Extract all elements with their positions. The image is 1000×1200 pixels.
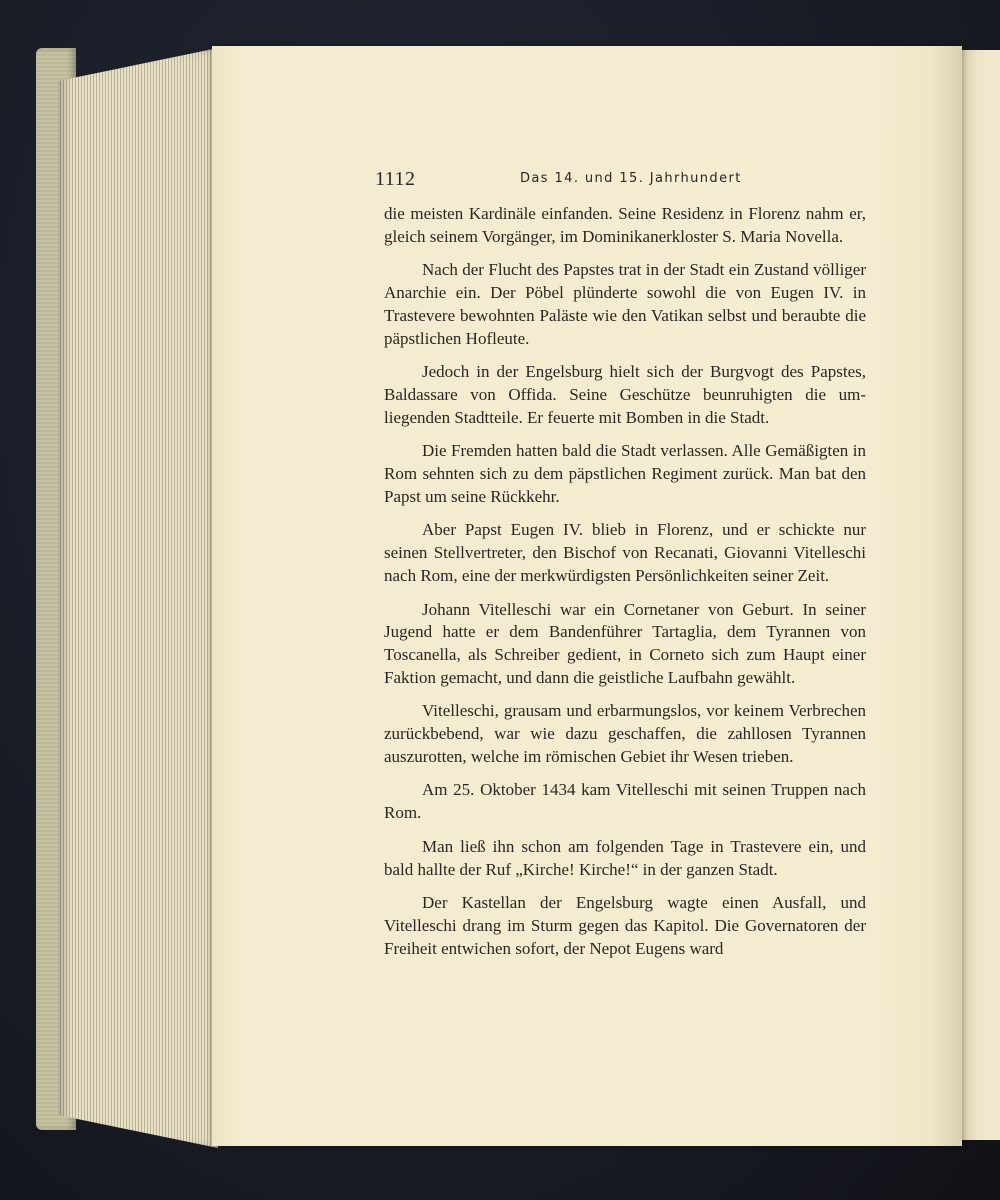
paragraph: Der Kastellan der Engelsburg wagte einen Ausfall, und Vitelleschi drang im Sturm gegen das Kapitol. Die Governatoren der Freiheit entwichen sofort, der Nepot Eugens ward <box>384 893 866 958</box>
page-header <box>375 168 865 192</box>
paragraph: Man ließ ihn schon am folgenden Tage in Trastevere ein, und bald hallte der Ruf „Kirche! Kirche!“ in der ganzen Stadt. <box>384 836 866 879</box>
paragraph: Johann Vitelleschi war ein Cornetaner von Geburt. In seiner Jugend hatte er dem Bandenführer Tartaglia, dem Tyrannen von Toscanella, als Schreiber gedient, in Corneto sich zum Haupt einer Faktion gemacht, und dann die geistliche Laufbahn gewählt. <box>384 599 866 687</box>
paragraph: die meisten Kardinäle einfanden. Seine Residenz in Florenz nahm er, gleich seinem Vorgänger, im Dominikanerkloster S. Maria Novella. <box>384 204 866 246</box>
paragraph: Vitelleschi, grausam und erbarmungslos, vor keinem Verbrechen zurückbebend, war wie dazu geschaffen, die zahllosen Tyrannen auszurotten, welche im römischen Gebiet ihr Wesen trieben. <box>384 701 866 766</box>
running-title: Das 14. und 15. Jahrhundert <box>520 171 742 186</box>
paragraph: Jedoch in der Engelsburg hielt sich der Burgvogt des Papstes, Baldassare von Offida. Seine Geschütze beunruhigten die umliegenden Stadtteile. Er feuerte mit Bomben in die Stadt. <box>384 362 866 427</box>
paragraph: Am 25. Oktober 1434 kam Vitelleschi mit seinen Truppen nach Rom. <box>384 780 866 823</box>
paragraph: Nach der Flucht des Papstes trat in der Stadt ein Zustand völliger Anarchie ein. Der Pöbel plünderte sowohl die von Eugen IV. in Trastevere bewohnten Paläste wie den Vatikan selbst und beraubte die päpstlichen Hofleute. <box>384 260 866 348</box>
facing-page-edge <box>958 50 1000 1140</box>
page-number: 1112 <box>375 168 416 190</box>
paragraph: Die Fremden hatten bald die Stadt verlassen. Alle Gemäßigten in Rom sehnten sich zu dem päpstlichen Regiment zurück. Man bat den Papst um seine Rückkehr. <box>384 441 866 506</box>
paragraph: Aber Papst Eugen IV. blieb in Florenz, und er schickte nur seinen Stellvertreter, den Bischof von Recanati, Giovanni Vitelleschi nach Rom, eine der merkwürdigsten Persönlichkeiten seiner Zeit. <box>384 520 866 585</box>
body-text <box>384 203 866 971</box>
page-edges <box>58 48 218 1148</box>
